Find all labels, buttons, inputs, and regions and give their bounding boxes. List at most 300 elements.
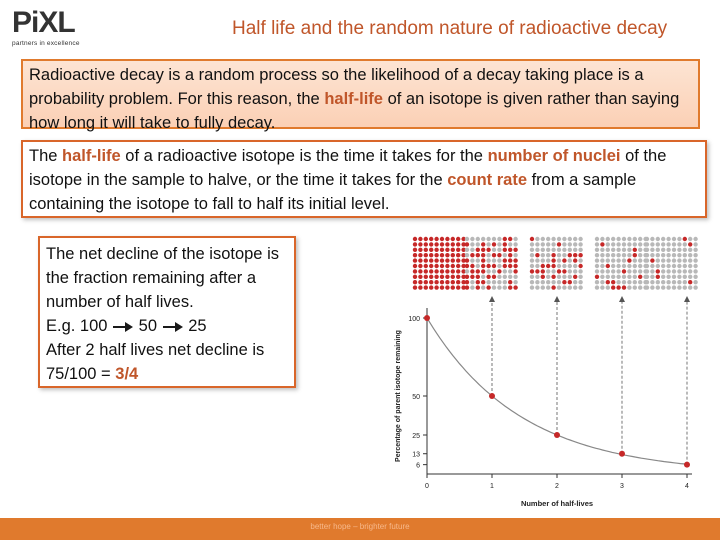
nucleus-dot — [616, 248, 620, 252]
nucleus-dot — [557, 258, 561, 262]
nucleus-dot — [656, 248, 660, 252]
nucleus-dot — [535, 280, 539, 284]
nucleus-dot — [465, 237, 469, 241]
example-line — [46, 314, 288, 338]
nucleus-dot — [424, 285, 428, 289]
nucleus-dot — [445, 275, 449, 279]
nucleus-dot — [627, 280, 631, 284]
nucleus-dot — [650, 269, 654, 273]
slide-title: Half life and the random nature of radioactive decay — [232, 18, 668, 39]
nucleus-dot — [606, 253, 610, 257]
nucleus-dot — [573, 242, 577, 246]
nucleus-dot — [666, 242, 670, 246]
nucleus-dot — [551, 248, 555, 252]
nucleus-dot — [476, 269, 480, 273]
nucleus-dot — [656, 275, 660, 279]
nucleus-dot — [672, 237, 676, 241]
nucleus-dot — [513, 258, 517, 262]
nucleus-dot — [418, 264, 422, 268]
nucleus-dot — [440, 280, 444, 284]
nucleus-dot — [666, 258, 670, 262]
nucleus-dot — [677, 275, 681, 279]
nucleus-dot — [568, 280, 572, 284]
nucleus-dot — [413, 275, 417, 279]
nucleus-dot — [683, 280, 687, 284]
nucleus-dot — [568, 269, 572, 273]
nucleus-dot — [633, 242, 637, 246]
nucleus-dot — [486, 242, 490, 246]
nucleus-dot — [470, 242, 474, 246]
nucleus-dot — [497, 253, 501, 257]
nucleus-dot — [633, 269, 637, 273]
nucleus-dot — [672, 264, 676, 268]
nucleus-dot — [541, 237, 545, 241]
nucleus-dot — [465, 280, 469, 284]
nucleus-dot — [481, 264, 485, 268]
nucleus-dot — [573, 248, 577, 252]
nucleus-dot — [688, 269, 692, 273]
nucleus-dot — [578, 258, 582, 262]
nucleus-dot — [429, 264, 433, 268]
nucleus-dot — [481, 242, 485, 246]
nucleus-dot — [595, 264, 599, 268]
data-point — [554, 432, 560, 438]
nucleus-dot — [535, 258, 539, 262]
nucleus-dot — [645, 237, 649, 241]
nucleus-dot — [530, 264, 534, 268]
nucleus-dot — [451, 285, 455, 289]
nucleus-dot — [546, 264, 550, 268]
nucleus-dot — [508, 269, 512, 273]
nucleus-dot — [616, 237, 620, 241]
nucleus-dot — [440, 237, 444, 241]
nucleus-dot — [568, 275, 572, 279]
nucleus-dot — [434, 285, 438, 289]
nucleus-dot — [638, 237, 642, 241]
nucleus-dot — [656, 280, 660, 284]
nucleus-dot — [666, 285, 670, 289]
nucleus-dot — [557, 275, 561, 279]
net-decline-text: After 2 half lives net decline is 75/100 = — [46, 341, 265, 383]
nucleus-dot — [600, 275, 604, 279]
nucleus-dot — [486, 280, 490, 284]
nucleus-dot — [508, 285, 512, 289]
net-decline-line1: The net decline of the isotope is the fraction remaining after a number of half lives. — [46, 245, 279, 311]
nucleus-dot — [456, 242, 460, 246]
nucleus-dot — [666, 253, 670, 257]
nucleus-dot — [434, 237, 438, 241]
y-tick-label: 13 — [412, 451, 420, 459]
nucleus-dot — [595, 275, 599, 279]
footer-tagline: better hope – brighter future — [310, 522, 410, 531]
nucleus-dot — [470, 253, 474, 257]
nucleus-dot — [445, 253, 449, 257]
nucleus-dot — [497, 248, 501, 252]
nucleus-dot — [424, 269, 428, 273]
nucleus-dot — [424, 275, 428, 279]
nucleus-dot — [677, 237, 681, 241]
definition-text-c: of the isotope in the sample to halve, or the time it takes for the — [29, 147, 667, 189]
nucleus-dot — [578, 269, 582, 273]
nucleus-dot — [508, 237, 512, 241]
nucleus-dot — [508, 264, 512, 268]
nucleus-dot — [413, 258, 417, 262]
nucleus-dot — [413, 237, 417, 241]
nucleus-dot — [440, 275, 444, 279]
nucleus-dot — [573, 237, 577, 241]
nucleus-dot — [465, 242, 469, 246]
nucleus-dot — [424, 258, 428, 262]
nucleus-dot — [492, 280, 496, 284]
nucleus-dot — [541, 264, 545, 268]
nucleus-dot — [672, 269, 676, 273]
nucleus-dot — [541, 275, 545, 279]
nucleus-dot — [551, 280, 555, 284]
nucleus-dot — [568, 242, 572, 246]
nucleus-dot — [606, 280, 610, 284]
x-tick-label: 4 — [685, 483, 689, 490]
nucleus-dot — [688, 258, 692, 262]
nucleus-dot — [492, 264, 496, 268]
nucleus-dot — [530, 248, 534, 252]
nucleus-dot — [456, 280, 460, 284]
nucleus-dot — [650, 285, 654, 289]
nucleus-dot — [451, 280, 455, 284]
net-decline-box — [38, 236, 296, 388]
nucleus-dot — [661, 253, 665, 257]
right-arrow-icon — [112, 321, 134, 333]
nucleus-dot — [688, 285, 692, 289]
nucleus-dot — [677, 242, 681, 246]
nucleus-dot — [456, 285, 460, 289]
nucleus-dot — [683, 269, 687, 273]
nucleus-dot — [470, 237, 474, 241]
nucleus-dot — [677, 285, 681, 289]
nucleus-dot — [557, 237, 561, 241]
nucleus-dot — [497, 285, 501, 289]
logo-wordmark: PiXL — [12, 6, 75, 39]
nucleus-dot — [627, 285, 631, 289]
nucleus-dot — [666, 264, 670, 268]
nucleus-dot — [661, 275, 665, 279]
nucleus-dot — [688, 237, 692, 241]
nucleus-dot — [611, 269, 615, 273]
nucleus-dot — [535, 269, 539, 273]
nucleus-dot — [688, 280, 692, 284]
nucleus-dot — [672, 258, 676, 262]
nucleus-dot — [413, 285, 417, 289]
nucleus-dot — [546, 285, 550, 289]
nucleus-dot — [693, 253, 697, 257]
nucleus-dot — [650, 264, 654, 268]
nucleus-dot — [445, 242, 449, 246]
nucleus-dot — [551, 275, 555, 279]
nucleus-dot — [513, 264, 517, 268]
nucleus-dot — [418, 237, 422, 241]
nucleus-dot — [656, 237, 660, 241]
definition-highlight-number-of-nuclei: number of nuclei — [487, 147, 621, 165]
nucleus-dot — [627, 242, 631, 246]
nucleus-dot — [600, 285, 604, 289]
nucleus-dot — [508, 258, 512, 262]
nucleus-dot — [456, 248, 460, 252]
nucleus-dot — [661, 269, 665, 273]
nucleus-dot — [492, 242, 496, 246]
nucleus-dot — [492, 237, 496, 241]
nucleus-dot — [535, 275, 539, 279]
x-axis-label: Number of half-lives — [520, 499, 594, 508]
nucleus-dot — [434, 248, 438, 252]
nucleus-dot — [434, 264, 438, 268]
nucleus-dot — [486, 285, 490, 289]
nucleus-dot — [622, 285, 626, 289]
nucleus-dot — [557, 253, 561, 257]
nucleus-dot — [508, 248, 512, 252]
nucleus-dot — [645, 253, 649, 257]
nucleus-dot — [595, 258, 599, 262]
nucleus-dot — [661, 285, 665, 289]
nucleus-dot — [656, 253, 660, 257]
nucleus-dot — [465, 253, 469, 257]
nucleus-dot — [465, 258, 469, 262]
nucleus-dot — [429, 285, 433, 289]
nucleus-dot — [513, 237, 517, 241]
nucleus-dot — [611, 242, 615, 246]
nucleus-dot — [503, 285, 507, 289]
nucleus-dot — [497, 269, 501, 273]
nucleus-dot — [573, 269, 577, 273]
nucleus-dot — [424, 242, 428, 246]
intro-text-b: of an isotope is given rather than saying how long it will take to fully decay. — [29, 90, 680, 132]
y-tick-label: 50 — [412, 394, 420, 401]
nucleus-dot — [650, 280, 654, 284]
nucleus-dot — [562, 248, 566, 252]
nucleus-dot — [666, 248, 670, 252]
nucleus-dot — [535, 285, 539, 289]
nucleus-dot — [557, 248, 561, 252]
nucleus-dot — [611, 253, 615, 257]
nucleus-dot — [568, 253, 572, 257]
nucleus-dot — [688, 242, 692, 246]
nucleus-dot — [440, 285, 444, 289]
x-tick-label: 1 — [490, 483, 494, 490]
nucleus-dot — [557, 242, 561, 246]
nucleus-dot — [546, 258, 550, 262]
nucleus-dot — [497, 237, 501, 241]
nucleus-dot — [573, 285, 577, 289]
nucleus-dot — [429, 242, 433, 246]
nucleus-dot — [568, 264, 572, 268]
nucleus-dot — [418, 285, 422, 289]
nucleus-dot — [693, 242, 697, 246]
nucleus-dot — [424, 280, 428, 284]
nucleus-dot — [622, 253, 626, 257]
nucleus-dot — [688, 248, 692, 252]
nucleus-dot — [486, 264, 490, 268]
nucleus-dot — [424, 237, 428, 241]
nucleus-dot — [656, 269, 660, 273]
nucleus-dot — [595, 248, 599, 252]
nucleus-dot — [476, 280, 480, 284]
nucleus-dot — [600, 264, 604, 268]
nucleus-dot — [573, 253, 577, 257]
nucleus-dot — [650, 258, 654, 262]
nucleus-dot — [677, 269, 681, 273]
nucleus-dot — [600, 242, 604, 246]
nucleus-dot — [627, 253, 631, 257]
nucleus-dot — [622, 280, 626, 284]
nucleus-dot — [530, 237, 534, 241]
nucleus-dot — [465, 264, 469, 268]
nucleus-dot — [492, 269, 496, 273]
right-arrow-icon — [162, 321, 184, 333]
nucleus-dot — [683, 285, 687, 289]
nucleus-dot — [541, 248, 545, 252]
nucleus-dot — [627, 248, 631, 252]
nucleus-dot — [578, 242, 582, 246]
pixl-logo — [12, 8, 102, 52]
nucleus-dot — [656, 285, 660, 289]
nucleus-dot — [535, 242, 539, 246]
half-life-decay-chart — [380, 230, 702, 512]
nucleus-dot — [551, 285, 555, 289]
nucleus-dot — [497, 280, 501, 284]
nucleus-dot — [429, 253, 433, 257]
nucleus-dot — [424, 248, 428, 252]
nucleus-dot — [650, 275, 654, 279]
nucleus-dot — [622, 258, 626, 262]
nucleus-dot — [465, 285, 469, 289]
nucleus-dot — [622, 275, 626, 279]
nucleus-dot — [688, 275, 692, 279]
nucleus-dot — [661, 237, 665, 241]
nucleus-dot — [568, 258, 572, 262]
nucleus-dot — [451, 269, 455, 273]
nucleus-dot — [616, 242, 620, 246]
nucleus-dot — [600, 280, 604, 284]
nucleus-dot — [440, 258, 444, 262]
definition-text-box — [21, 140, 707, 218]
nucleus-dot — [645, 275, 649, 279]
nucleus-dot — [551, 237, 555, 241]
nucleus-dot — [633, 280, 637, 284]
nucleus-dot — [683, 275, 687, 279]
nucleus-dot — [541, 280, 545, 284]
nucleus-dot — [645, 285, 649, 289]
nucleus-dot — [418, 269, 422, 273]
nucleus-dot — [606, 269, 610, 273]
nucleus-dot — [456, 237, 460, 241]
nucleus-dot — [606, 258, 610, 262]
nucleus-dot — [445, 258, 449, 262]
nucleus-dot — [666, 275, 670, 279]
nucleus-dot — [677, 248, 681, 252]
nucleus-dot — [677, 264, 681, 268]
net-decline-line3 — [46, 338, 288, 386]
definition-highlight-half-life: half-life — [62, 147, 121, 165]
nucleus-dot — [481, 237, 485, 241]
data-point — [489, 393, 495, 399]
nucleus-dot — [486, 237, 490, 241]
nucleus-dot — [650, 237, 654, 241]
nucleus-dot — [562, 237, 566, 241]
nucleus-dot — [429, 275, 433, 279]
nucleus-dot — [513, 275, 517, 279]
nucleus-dot — [497, 275, 501, 279]
nucleus-dot — [688, 264, 692, 268]
y-axis-label: Percentage of parent isotope remaining — [395, 330, 402, 462]
nucleus-dot — [508, 253, 512, 257]
nucleus-dot — [645, 248, 649, 252]
nucleus-dot — [562, 285, 566, 289]
nucleus-dot — [476, 248, 480, 252]
guide-arrowhead — [554, 296, 560, 302]
nucleus-dot — [600, 258, 604, 262]
guide-arrowhead — [684, 296, 690, 302]
nucleus-dot — [600, 269, 604, 273]
example-end-value: 25 — [188, 317, 207, 335]
nucleus-dot — [470, 280, 474, 284]
nucleus-dot — [530, 280, 534, 284]
nucleus-dot — [578, 253, 582, 257]
nucleus-dot — [476, 285, 480, 289]
nucleus-dot — [546, 242, 550, 246]
nucleus-dot — [535, 264, 539, 268]
nucleus-dot — [606, 264, 610, 268]
nucleus-dot — [541, 242, 545, 246]
nucleus-dot — [445, 269, 449, 273]
nucleus-dot — [481, 285, 485, 289]
nucleus-dot — [434, 275, 438, 279]
nucleus-dot — [627, 264, 631, 268]
nucleus-dot — [606, 275, 610, 279]
nucleus-dot — [578, 237, 582, 241]
nucleus-dot — [440, 248, 444, 252]
nucleus-dot — [645, 258, 649, 262]
nucleus-dot — [418, 242, 422, 246]
nucleus-dot — [562, 253, 566, 257]
nucleus-dot — [470, 248, 474, 252]
nucleus-dot — [600, 237, 604, 241]
nucleus-dot — [606, 242, 610, 246]
nucleus-dot — [503, 253, 507, 257]
nucleus-dot — [486, 258, 490, 262]
nucleus-dot — [497, 242, 501, 246]
nucleus-dot — [611, 237, 615, 241]
definition-text-a: The — [29, 147, 63, 165]
nucleus-dot — [546, 269, 550, 273]
nucleus-dot — [633, 253, 637, 257]
nucleus-dot — [616, 280, 620, 284]
nucleus-dot — [645, 242, 649, 246]
nucleus-dot — [557, 285, 561, 289]
nucleus-dot — [683, 264, 687, 268]
nucleus-dot — [530, 275, 534, 279]
nucleus-dot — [481, 275, 485, 279]
nucleus-dot — [481, 269, 485, 273]
nucleus-dot — [440, 264, 444, 268]
nucleus-dot — [573, 264, 577, 268]
nucleus-dot — [693, 237, 697, 241]
nucleus-dot — [486, 253, 490, 257]
nucleus-dot — [633, 264, 637, 268]
intro-text-box — [21, 59, 700, 132]
nucleus-dot — [557, 280, 561, 284]
nucleus-dot — [551, 242, 555, 246]
nucleus-dot — [633, 285, 637, 289]
nucleus-dot — [413, 264, 417, 268]
nucleus-dot — [456, 258, 460, 262]
